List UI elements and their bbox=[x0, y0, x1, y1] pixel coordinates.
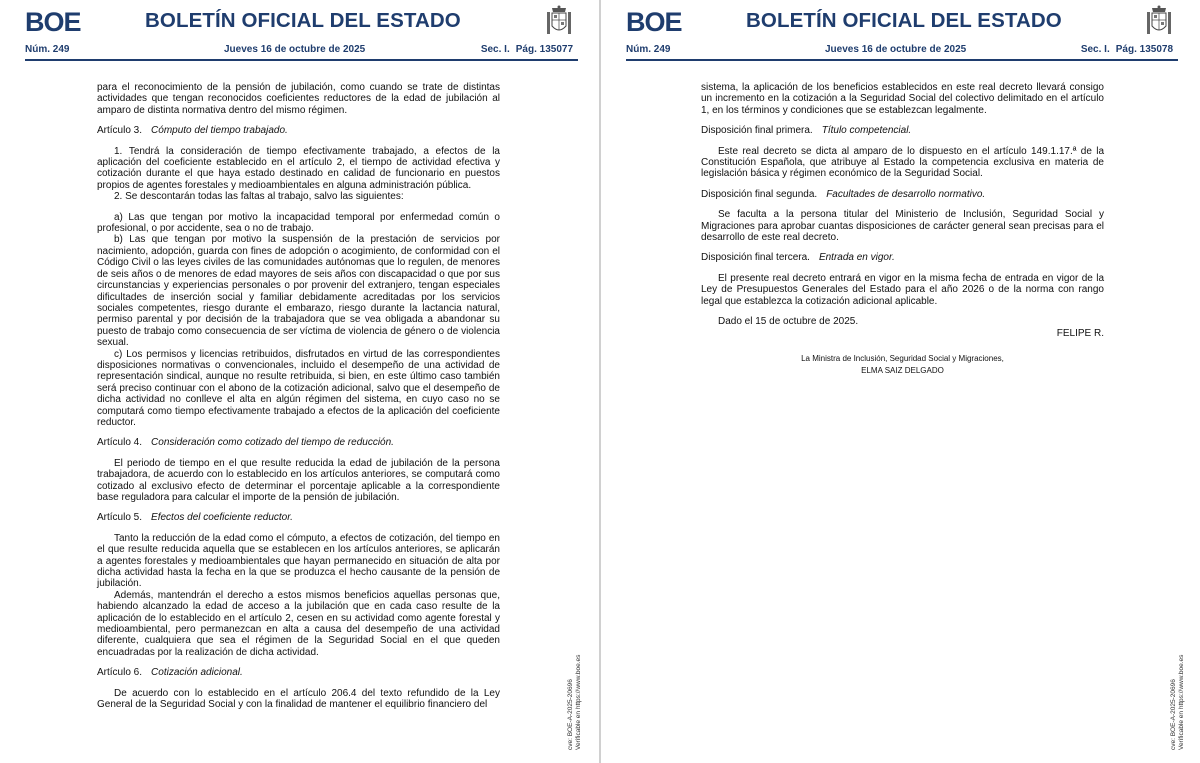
page-body bbox=[97, 82, 500, 711]
provision-title: Facultades de desarrollo normativo. bbox=[826, 188, 986, 200]
issue-number: Núm. 249 bbox=[626, 44, 671, 55]
paragraph: 2. Se descontarán todas las faltas al trabajo, salvo las siguientes: bbox=[114, 191, 404, 203]
paragraph: El presente real decreto entrará en vigor en la misma fecha de entrada en vigor de la Ley de Presupuestos Generales del Estado para el año 2026 o de la norma con rango legal que establezca la cotización adicional aplicable. bbox=[701, 272, 1104, 307]
paragraph: para el reconocimiento de la pensión de jubilación, como cuando se trate de distintas actividades que tengan reconocidos coeficientes reductores de la edad de jubilación al amparo de distinta normativa dentro del mismo régimen. bbox=[97, 82, 500, 116]
coat-of-arms-icon bbox=[1144, 4, 1174, 37]
article-title: Consideración como cotizado del tiempo de reducción. bbox=[151, 437, 394, 449]
paragraph: sistema, la aplicación de los beneficios establecidos en este real decreto llevará consigo un incremento en la cotización a la Seguridad Social del colectivo delimitado en el artículo 1, en los términos y condiciones que se establezcan legalmente. bbox=[701, 82, 1104, 116]
cve-code: cve: BOE-A-2025-20696 bbox=[567, 679, 574, 750]
article-title: Efectos del coeficiente reductor. bbox=[151, 512, 293, 524]
cve-code: cve: BOE-A-2025-20696 bbox=[1170, 679, 1177, 750]
paragraph: Este real decreto se dicta al amparo de lo dispuesto en el artículo 149.1.17.ª de la Constitución Española, que atribuye al Estado la competencia exclusiva en materia de legislación básica y régimen económico de la Seguridad Social. bbox=[701, 145, 1104, 180]
article-heading bbox=[97, 437, 500, 448]
page-header bbox=[626, 0, 1178, 44]
date-line: Dado el 15 de octubre de 2025. bbox=[718, 316, 859, 328]
minister-name: ELMA SAIZ DELGADO bbox=[861, 365, 944, 375]
provision-title: Título competencial. bbox=[821, 125, 912, 137]
issue-metadata bbox=[25, 44, 573, 58]
provision-number: Disposición final tercera. bbox=[701, 252, 810, 264]
section-page bbox=[475, 44, 573, 55]
paragraph: Se faculta a la persona titular del Ministerio de Inclusión, Seguridad Social y Migraciones para aprobar cuantas disposiciones de carácter general sean precisas para el desarrollo de este real decreto. bbox=[701, 209, 1104, 244]
verification-margin bbox=[567, 640, 587, 750]
paragraph: c) Los permisos y licencias retribuidos, disfrutados en virtud de las correspondientes disposiciones normativas o convencionales, incluido el desempeño de una actividad de representación sindical, aunque no resulte retribuida, si bien, en este último caso también será preciso continuar con el abono de la cotización adicional, salvo que el desempeño de dicha actividad no conlleve el alta en algún régimen del sistema, en cuyo caso no se computará como tiempo efectivamente trabajado a efectos de la aplicación del coeficiente reductor. bbox=[97, 348, 500, 428]
page-number: Pág. 135077 bbox=[515, 44, 573, 55]
verification-link[interactable]: Verificable en https://www.boe.es bbox=[575, 654, 582, 750]
page-header bbox=[25, 0, 578, 44]
section-page bbox=[1075, 44, 1173, 55]
boe-logo bbox=[626, 8, 688, 34]
section-label: Sec. I. bbox=[1080, 44, 1110, 55]
svg-text:BOE: BOE bbox=[25, 8, 81, 34]
paragraph: Además, mantendrán el derecho a estos mismos beneficios aquellas personas que, habiendo alcanzado la edad de acceso a la jubilación que en cada caso resulte de la aplicación de lo establecido en el artículo 2, cesen en su actividad como agente forestal y medioambiental, pero permanezcan en alta a causa del desempeño de una actividad diferente, cualquiera que sea el régimen de la Seguridad Social en el que queden encuadradas por la realización de dicha actividad. bbox=[97, 589, 500, 658]
issue-date: Jueves 16 de octubre de 2025 bbox=[825, 44, 967, 55]
boe-logo bbox=[25, 8, 87, 34]
provision-number: Disposición final primera. bbox=[701, 125, 813, 137]
page-body bbox=[701, 82, 1104, 377]
verification-link[interactable]: Verificable en https://www.boe.es bbox=[1178, 654, 1185, 750]
issue-number: Núm. 249 bbox=[25, 44, 70, 55]
provision-heading bbox=[701, 189, 1104, 200]
royal-signature: FELIPE R. bbox=[1056, 327, 1104, 339]
provision-heading bbox=[701, 252, 1104, 263]
paragraph: a) Las que tengan por motivo la incapacidad temporal por enfermedad común o profesional, o por accidente, sea o no de trabajo. bbox=[97, 211, 500, 235]
header-rule bbox=[626, 59, 1178, 61]
boe-page-right bbox=[601, 0, 1200, 763]
bulletin-title: BOLETÍN OFICIAL DEL ESTADO bbox=[746, 9, 1062, 32]
article-heading bbox=[97, 667, 500, 678]
verification-margin bbox=[1170, 640, 1190, 750]
article-heading bbox=[97, 512, 500, 523]
article-number: Artículo 3. bbox=[97, 125, 143, 137]
paragraph: El periodo de tiempo en el que resulte reducida la edad de jubilación de la persona trabajadora, de acuerdo con lo establecido en los artículos anteriores, se computará como cotizado al exclusivo efecto de determinar el porcentaje aplicable a la correspondiente base reguladora para calcular el importe de la pensión de jubilación. bbox=[97, 457, 500, 503]
section-label: Sec. I. bbox=[480, 44, 510, 55]
provision-heading bbox=[701, 125, 1104, 136]
header-rule bbox=[25, 59, 578, 61]
paragraph: b) Las que tengan por motivo la suspensión de la prestación de servicios por nacimiento, adopción, guarda con fines de adopción o acogimiento, de conformidad con el Código Civil o las leyes civiles de las comunidades autónomas que lo regulen, de menores de seis años o de menores de edad mayores de seis años con discapacidad o que por sus circunstancias y experiencias personales o por provenir del extranjero, tengan especiales dificultades de inserción social y familiar debidamente acreditadas por los servicios sociales competentes, riesgo durante el embarazo, riesgo durante la lactancia natural, permiso parental y por decisión de la trabajadora que se vea obligada a abandonar su puesto de trabajo como consecuencia de ser víctima de violencia de género o de violencia sexual. bbox=[97, 234, 500, 349]
issue-metadata bbox=[626, 44, 1173, 58]
issue-date: Jueves 16 de octubre de 2025 bbox=[224, 44, 366, 55]
article-title: Cómputo del tiempo trabajado. bbox=[151, 125, 288, 137]
bulletin-title: BOLETÍN OFICIAL DEL ESTADO bbox=[145, 9, 461, 32]
article-heading bbox=[97, 125, 500, 136]
article-number: Artículo 6. bbox=[97, 667, 143, 679]
article-title: Cotización adicional. bbox=[151, 667, 243, 679]
minister-block bbox=[701, 353, 1104, 377]
minister-role: La Ministra de Inclusión, Seguridad Social y Migraciones, bbox=[801, 353, 1004, 363]
article-number: Artículo 5. bbox=[97, 512, 143, 524]
paragraph: Tanto la reducción de la edad como el cómputo, a efectos de cotización, del tiempo en el que resulte reducida aquella que se establecen en los artículos anteriores, se aplicarán a agentes forestales y medioambientales que hayan permanecido en situación de alta por dicha actividad hasta la fecha en la que se produzca el hecho causante de la pensión de jubilación. bbox=[97, 532, 500, 590]
paragraph: De acuerdo con lo establecido en el artículo 206.4 del texto refundido de la Ley General de la Seguridad Social y con la finalidad de mantener el equilibrio financiero del bbox=[97, 687, 500, 711]
provision-number: Disposición final segunda. bbox=[701, 188, 818, 200]
article-number: Artículo 4. bbox=[97, 437, 143, 449]
page-number: Pág. 135078 bbox=[1115, 44, 1173, 55]
svg-text:BOE: BOE bbox=[626, 8, 682, 34]
provision-title: Entrada en vigor. bbox=[818, 252, 895, 264]
paragraph: 1. Tendrá la consideración de tiempo efectivamente trabajado, a efectos de la aplicación del coeficiente establecido en el artículo 2, el tiempo de actividad efectiva y cotización durante el que haya estado destinado en calidad de funcionario en puestos propios de agentes forestales y medioambientales en alguna administración pública. bbox=[97, 145, 500, 191]
coat-of-arms-icon bbox=[544, 4, 574, 37]
